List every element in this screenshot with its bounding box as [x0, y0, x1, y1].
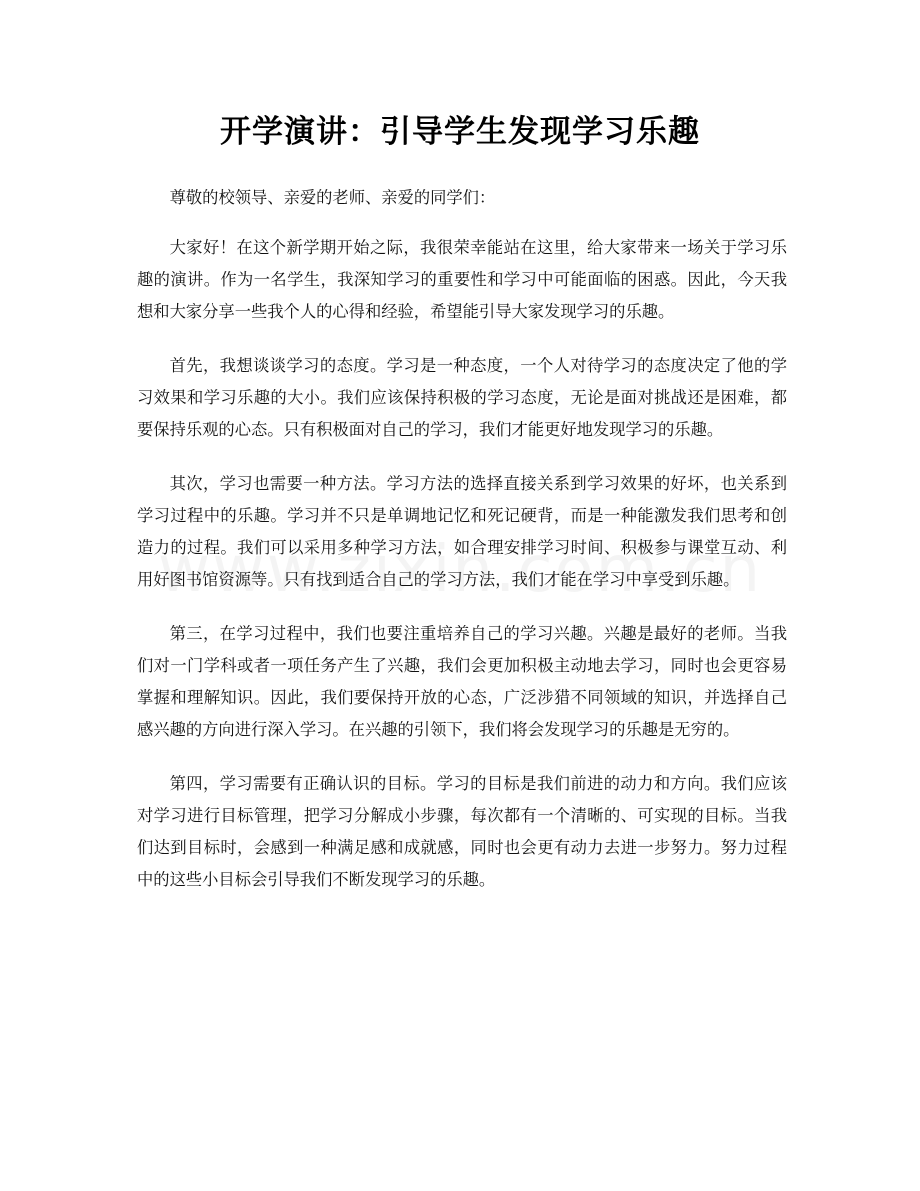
greeting-paragraph: 尊敬的校领导、亲爱的老师、亲爱的同学们：	[169, 188, 496, 207]
page-title: 开学演讲：引导学生发现学习乐趣	[220, 114, 700, 150]
method-paragraph: 其次，学习也需要一种方法。学习方法的选择直接关系到学习效果的好坏，也关系到学习过程中的乐趣。学习并不只是单调地记忆和死记硬背，而是一种能激发我们思考和创造力的过程。我们可以采用多种学习方法，如合理安排学习时间、积极参与课堂互动、利用好图书馆资源等。只有找到适合自己的学习方法，我们才能在学习中享受到乐趣。	[137, 474, 787, 589]
interest-paragraph: 第三，在学习过程中，我们也要注重培养自己的学习兴趣。兴趣是最好的老师。当我们对一门学科或者一项任务产生了兴趣，我们会更加积极主动地去学习，同时也会更容易掌握和理解知识。因此，我们要保持开放的心态，广泛涉猎不同领域的知识，并选择自己感兴趣的方向进行深入学习。在兴趣的引领下，我们将会发现学习的乐趣是无穷的。	[137, 624, 787, 739]
document-body	[137, 182, 787, 918]
goal-paragraph: 第四，学习需要有正确认识的目标。学习的目标是我们前进的动力和方向。我们应该对学习进行目标管理，把学习分解成小步骤，每次都有一个清晰的、可实现的目标。当我们达到目标时，会感到一种满足感和成就感，同时也会更有动力去进一步努力。努力过程中的这些小目标会引导我们不断发现学习的乐趣。	[137, 774, 787, 889]
attitude-paragraph: 首先，我想谈谈学习的态度。学习是一种态度，一个人对待学习的态度决定了他的学习效果和学习乐趣的大小。我们应该保持积极的学习态度，无论是面对挑战还是困难，都要保持乐观的心态。只有积极面对自己的学习，我们才能更好地发现学习的乐趣。	[137, 356, 787, 439]
intro-paragraph: 大家好！在这个新学期开始之际，我很荣幸能站在这里，给大家带来一场关于学习乐趣的演讲。作为一名学生，我深知学习的重要性和学习中可能面临的困惑。因此，今天我想和大家分享一些我个人的心得和经验，希望能引导大家发现学习的乐趣。	[137, 238, 787, 321]
